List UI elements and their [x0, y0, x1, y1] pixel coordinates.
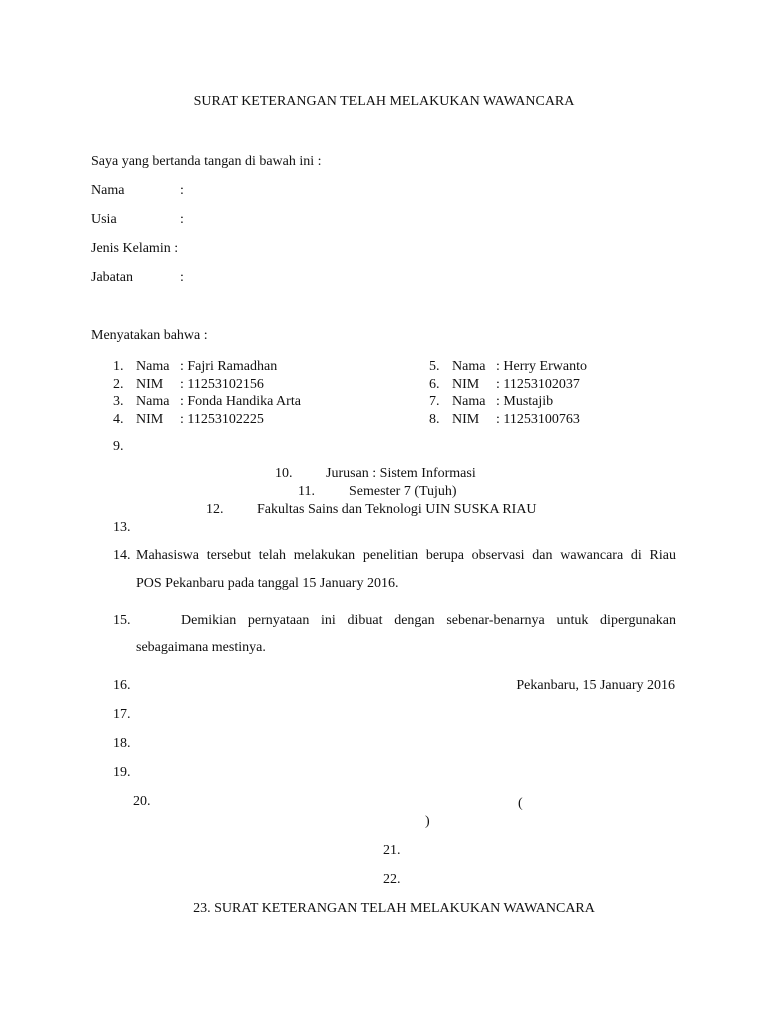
student-key: Nama: [452, 394, 486, 409]
student-value: : Mustajib: [496, 394, 554, 409]
student-key: NIM: [136, 412, 164, 427]
field-jabatan-label: Jabatan: [91, 270, 133, 285]
list-number: 11.: [298, 484, 315, 499]
student-list-item: [429, 359, 587, 376]
list-number: 12.: [206, 502, 224, 517]
list-number: 1.: [113, 359, 124, 374]
student-value: : 11253102037: [496, 377, 580, 392]
student-list-item: [429, 377, 580, 394]
jurusan-line: [275, 466, 476, 483]
list-number: 3.: [113, 394, 124, 409]
student-key: Nama: [136, 359, 170, 374]
fakultas-line: [206, 502, 537, 519]
list-number: 14.: [113, 548, 131, 563]
list-number: 9.: [113, 439, 124, 454]
list-number: 5.: [429, 359, 440, 374]
declaration-line: Menyatakan bahwa :: [91, 328, 208, 343]
list-number: 21.: [383, 843, 401, 858]
list-number: 10.: [275, 466, 293, 481]
jurusan-text: Jurusan : Sistem Informasi: [326, 466, 476, 481]
semester-line: [298, 484, 457, 501]
student-value: : Herry Erwanto: [496, 359, 587, 374]
list-number: 6.: [429, 377, 440, 392]
student-value: : 11253100763: [496, 412, 580, 427]
student-key: NIM: [452, 412, 480, 427]
list-number: 8.: [429, 412, 440, 427]
list-number: 15.: [113, 613, 131, 628]
paragraph-15-line-1: Demikian pernyataan ini dibuat dengan sebenar-benarnya untuk dipergunakan: [181, 613, 676, 628]
list-number: 17.: [113, 707, 131, 722]
signature-paren-close: ): [425, 814, 430, 829]
student-list-item: [113, 412, 264, 429]
paragraph-14-line-2: POS Pekanbaru pada tanggal 15 January 2016.: [136, 576, 399, 591]
student-value: : 11253102156: [180, 377, 264, 392]
student-list-item: [113, 359, 277, 376]
field-nama-label: Nama: [91, 183, 125, 198]
list-number: 4.: [113, 412, 124, 427]
student-key: Nama: [136, 394, 170, 409]
field-jenis-kelamin-label: Jenis Kelamin :: [91, 241, 179, 256]
field-jabatan-sep: :: [180, 270, 184, 285]
fakultas-text: Fakultas Sains dan Teknologi UIN SUSKA RIAU: [257, 502, 537, 517]
paragraph-14-line-1: Mahasiswa tersebut telah melakukan penelitian berupa observasi dan wawancara di Riau: [136, 548, 676, 563]
student-list-item: [113, 394, 301, 411]
intro-line: Saya yang bertanda tangan di bawah ini :: [91, 154, 322, 169]
student-value: : Fonda Handika Arta: [180, 394, 301, 409]
semester-text: Semester 7 (Tujuh): [349, 484, 457, 499]
field-nama-sep: :: [180, 183, 184, 198]
list-number: 20.: [133, 794, 151, 809]
list-number: 19.: [113, 765, 131, 780]
list-number: 13.: [113, 520, 131, 535]
student-list-item: [429, 412, 580, 429]
field-usia-label: Usia: [91, 212, 117, 227]
footer-title: 23. SURAT KETERANGAN TELAH MELAKUKAN WAWANCARA: [193, 901, 595, 916]
list-number: 7.: [429, 394, 440, 409]
field-usia-sep: :: [180, 212, 184, 227]
student-value: : Fajri Ramadhan: [180, 359, 278, 374]
list-number: 16.: [113, 678, 131, 693]
student-list-item: [113, 377, 264, 394]
student-key: NIM: [452, 377, 480, 392]
document-title: SURAT KETERANGAN TELAH MELAKUKAN WAWANCARA: [193, 94, 575, 109]
list-number: 18.: [113, 736, 131, 751]
student-value: : 11253102225: [180, 412, 264, 427]
place-date: Pekanbaru, 15 January 2016: [516, 678, 675, 693]
list-number: 2.: [113, 377, 124, 392]
list-number: 22.: [383, 872, 401, 887]
student-list-item: [429, 394, 553, 411]
student-key: Nama: [452, 359, 486, 374]
signature-paren-open: (: [518, 796, 523, 811]
student-key: NIM: [136, 377, 164, 392]
paragraph-15-line-2: sebagaimana mestinya.: [136, 640, 266, 655]
